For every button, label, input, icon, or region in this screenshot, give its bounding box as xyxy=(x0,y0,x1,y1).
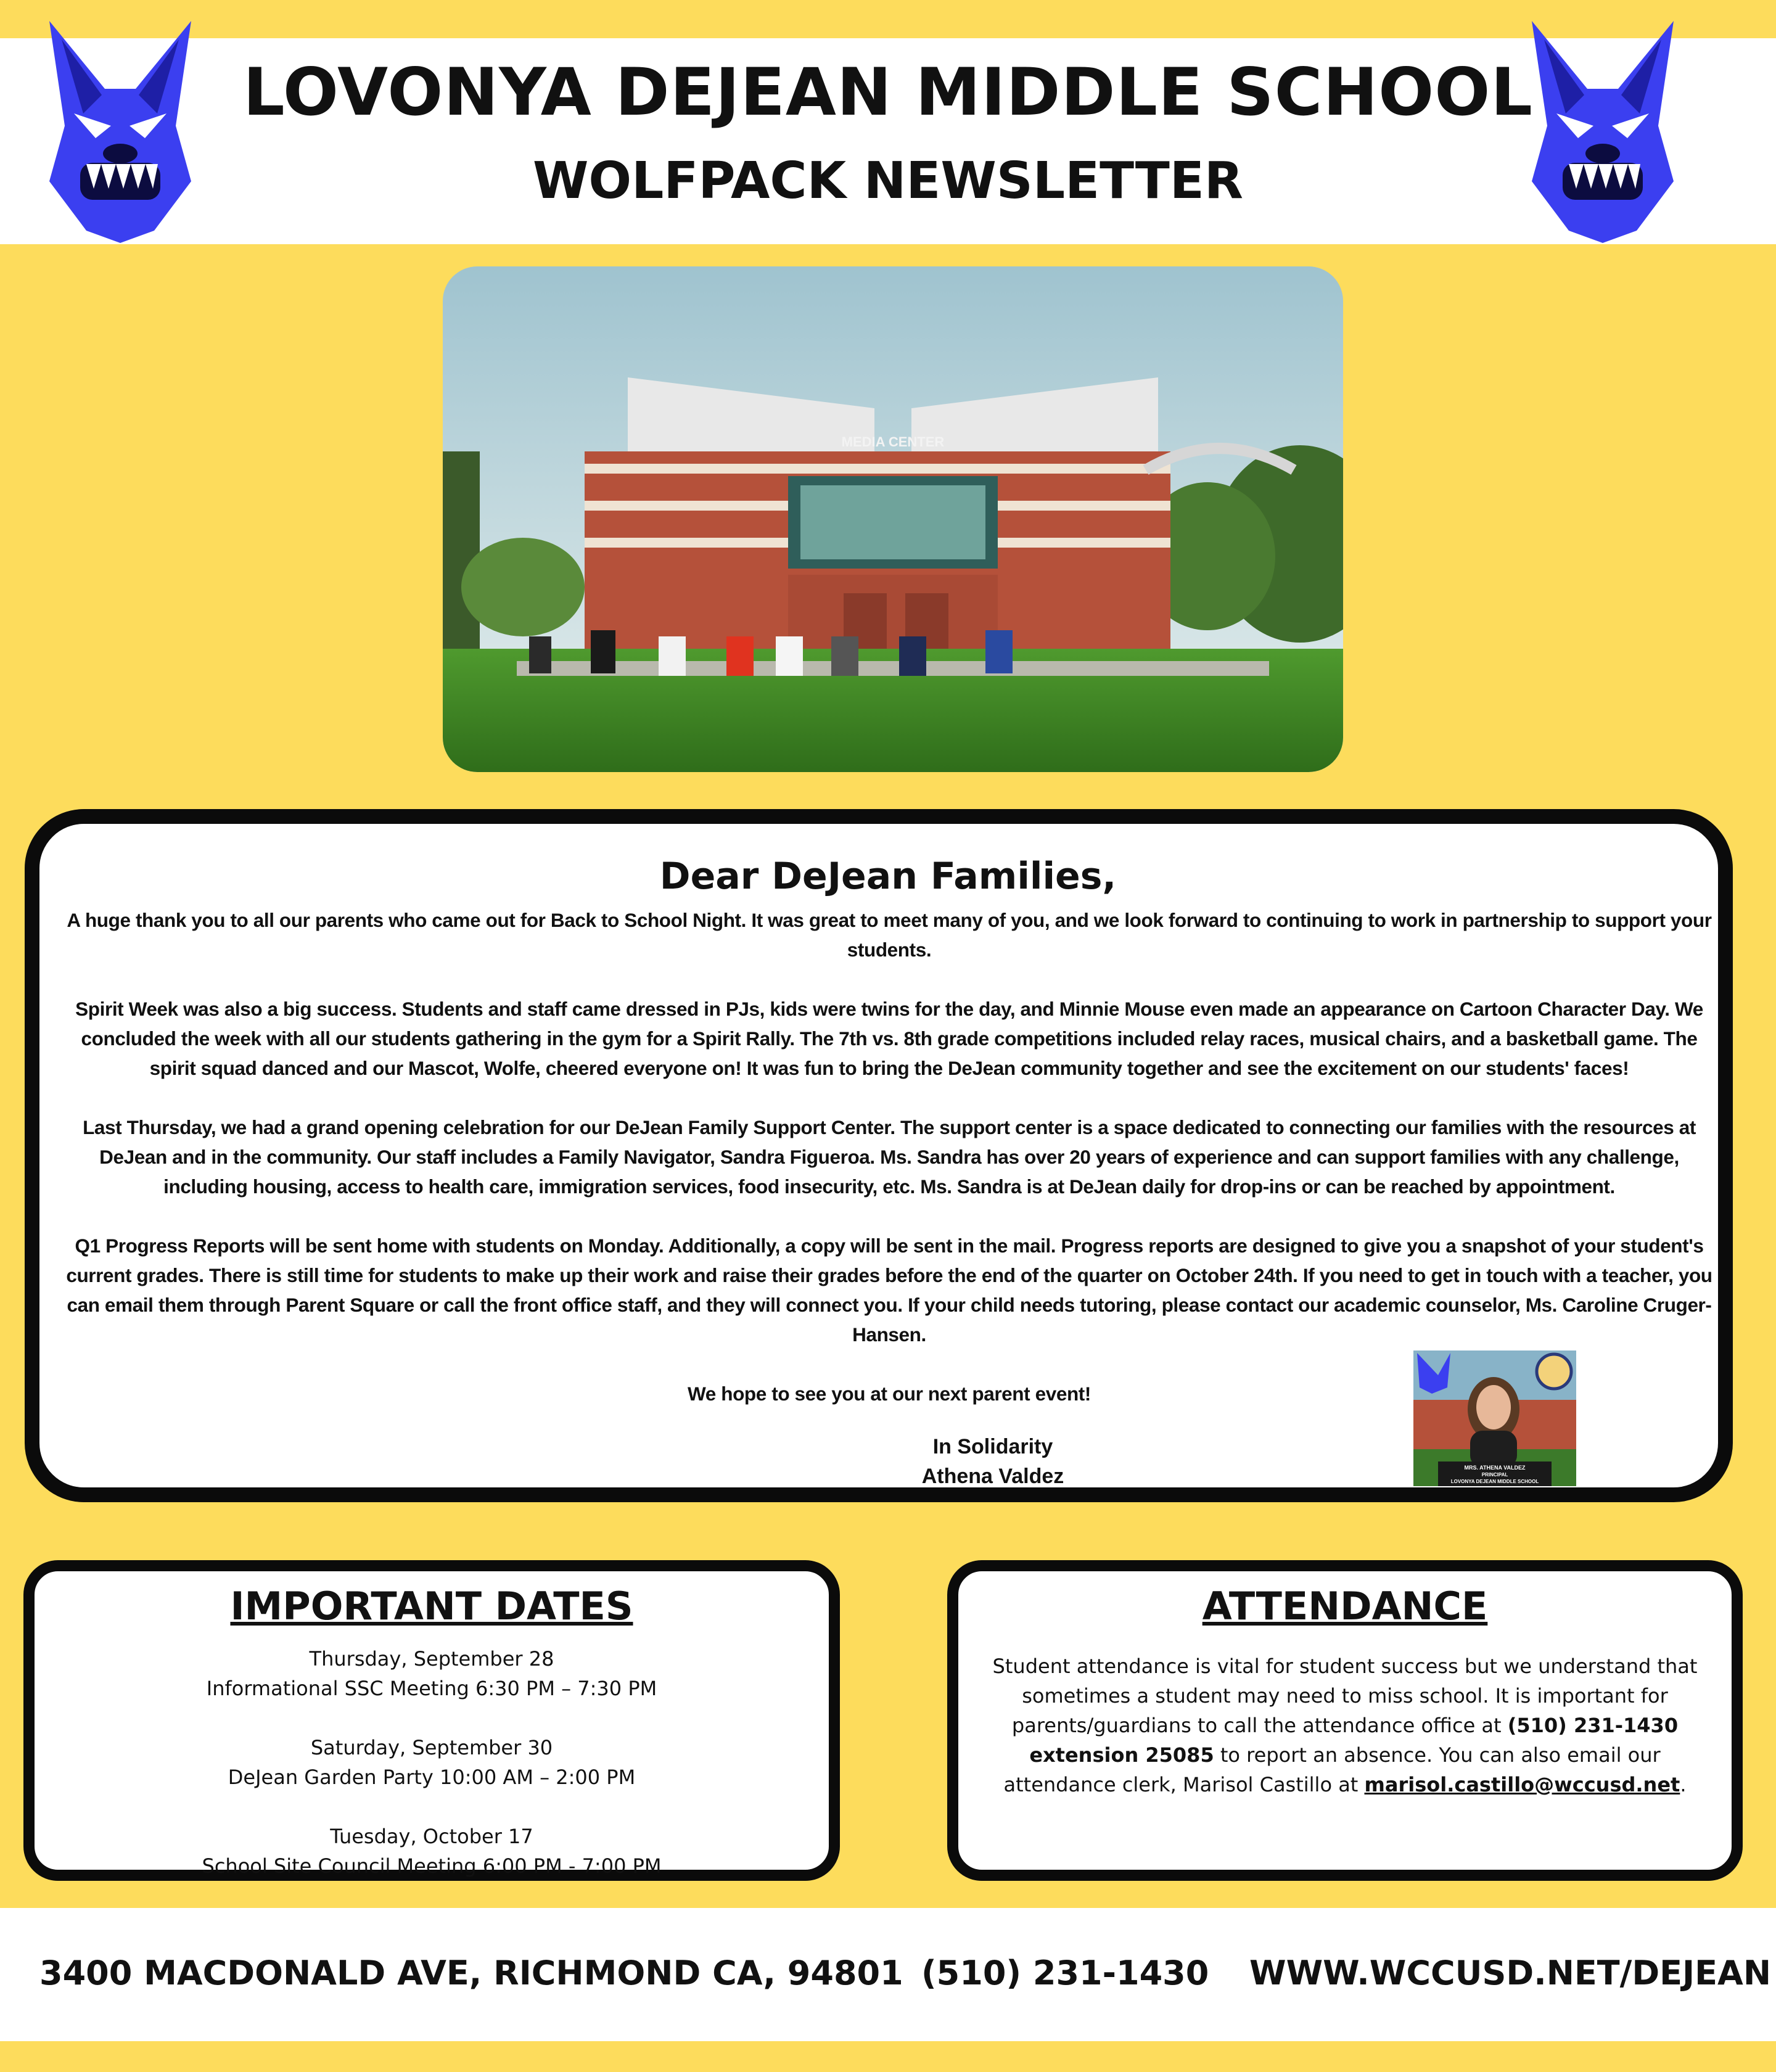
date-item xyxy=(35,1644,829,1703)
letter-paragraph: Last Thursday, we had a grand opening celebration for our DeJean Family Support Center. The support center is a space dedicated to connecting our families with the resources at DeJean and in the community. Our staff includes a Family Navigator, Sandra Figueroa. Ms. Sandra has over 20 years of experience and can support families with any challenge, including housing, access to health care, immigration services, food insecurity, etc. Ms. Sandra is at DeJean daily for drop-ins or can be reached by appointment. xyxy=(83,1116,1696,1198)
photo-caption-school: LOVONYA DEJEAN MIDDLE SCHOOL xyxy=(1450,1479,1539,1484)
signature-name: Athena Valdez xyxy=(921,1465,1064,1488)
important-dates-title: IMPORTANT DATES xyxy=(230,1584,633,1629)
letter-paragraph: We hope to see you at our next parent event! xyxy=(688,1383,1091,1405)
event-label: DeJean Garden Party 10:00 AM – 2:00 PM xyxy=(228,1766,636,1789)
date-item xyxy=(35,1822,829,1881)
footer-website-link[interactable]: WWW.WCCUSD.NET/DEJEAN xyxy=(1249,1954,1772,1992)
footer-address: 3400 MACDONALD AVE, RICHMOND CA, 94801 xyxy=(39,1954,903,1992)
photo-caption-role: PRINCIPAL xyxy=(1481,1472,1508,1478)
attendance-text-intro: Student attendance is vital for student success but we understand that sometimes a student may need to miss school. It is important for parents/guardians to call the attendance office at xyxy=(992,1655,1698,1737)
event-label: Informational SSC Meeting 6:30 PM – 7:30 PM xyxy=(206,1677,657,1700)
letter-closing xyxy=(839,1432,1147,1491)
school-building-photo xyxy=(443,266,1343,772)
newsletter-title: WOLFPACK NEWSLETTER xyxy=(532,152,1244,210)
attendance-text xyxy=(977,1651,1713,1799)
letter-paragraph: Spirit Week was also a big success. Students and staff came dressed in PJs, kids were twins for the day, and Minnie Mouse even made an appearance on Cartoon Character Day. We concluded the week with all our students gathering in the gym for a Spirit Rally. The 7th vs. 8th grade competitions included relay races, musical chairs, and a basketball game. The spirit squad danced and our Mascot, Wolfe, cheered everyone on! It was fun to bring the DeJean community together and see the excitement on our students' faces! xyxy=(75,998,1703,1079)
important-dates-box xyxy=(23,1560,840,1881)
media-center-sign: MEDIA CENTER xyxy=(841,434,945,450)
attendance-text-middle: to report an absence. You can also email our attendance clerk, Marisol Castillo at xyxy=(1003,1743,1661,1796)
attendance-box xyxy=(947,1560,1743,1881)
date-list xyxy=(35,1644,829,1910)
attendance-title: ATTENDANCE xyxy=(1202,1584,1488,1629)
closing-phrase: In Solidarity xyxy=(932,1435,1053,1458)
school-name: LOVONYA DEJEAN MIDDLE SCHOOL xyxy=(243,54,1533,130)
attendance-text-end: . xyxy=(1680,1773,1687,1796)
attendance-phone: (510) 231-1430 extension 25085 xyxy=(1029,1714,1679,1767)
date-label: Saturday, September 30 xyxy=(310,1736,553,1759)
photo-caption-name: MRS. ATHENA VALDEZ xyxy=(1464,1465,1526,1471)
letter-paragraph: A huge thank you to all our parents who came out for Back to School Night. It was great to meet many of you, and we look forward to continuing to work in partnership to support your students. xyxy=(67,909,1712,961)
principal-photo xyxy=(1413,1350,1576,1486)
letter-title: Dear DeJean Families, xyxy=(659,855,1117,898)
attendance-email-link[interactable]: marisol.castillo@wccusd.net xyxy=(1364,1773,1680,1796)
date-label: Tuesday, October 17 xyxy=(330,1825,533,1848)
footer-phone: (510) 231-1430 xyxy=(921,1954,1209,1992)
event-label: School Site Council Meeting 6:00 PM - 7:00 PM xyxy=(202,1854,662,1878)
date-label: Thursday, September 28 xyxy=(309,1647,554,1671)
letter-paragraph: Q1 Progress Reports will be sent home with students on Monday. Additionally, a copy will be sent in the mail. Progress reports are designed to give you a snapshot of your student's current grades. There is still time for students to make up their work and raise their grades before the end of the quarter on October 24th. If you need to get in touch with a teacher, you can email them through Parent Square or call the front office staff, and they will connect you. If your child needs tutoring, please contact our academic counselor, Ms. Caroline Cruger-Hansen. xyxy=(66,1235,1712,1346)
date-item xyxy=(35,1733,829,1792)
